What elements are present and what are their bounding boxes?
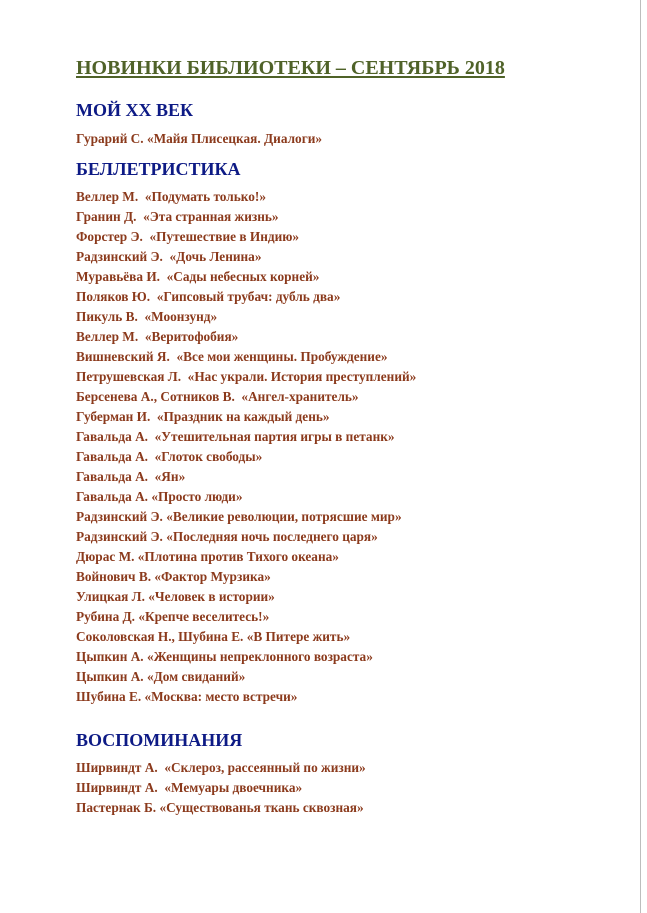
- book-entry: Радзинский Э. «Последняя ночь последнего царя»: [76, 529, 378, 544]
- book-entry: Войнович В. «Фактор Мурзика»: [76, 569, 271, 584]
- book-list: [76, 758, 636, 818]
- book-list: [76, 129, 636, 149]
- book-entry: Веллер М. «Подумать только!»: [76, 189, 266, 204]
- book-entry: Пикуль В. «Моонзунд»: [76, 309, 218, 324]
- book-entry: Губерман И. «Праздник на каждый день»: [76, 409, 330, 424]
- section-memoirs: [76, 729, 636, 818]
- book-entry: Берсенева А., Сотников В. «Ангел-хранитель»: [76, 389, 359, 404]
- section-heading: МОЙ XX ВЕК: [76, 100, 194, 120]
- book-entry: Гавальда А. «Просто люди»: [76, 489, 243, 504]
- book-entry: Рубина Д. «Крепче веселитесь!»: [76, 609, 270, 624]
- section-my-xx-century: [76, 99, 636, 149]
- book-entry: Цыпкин А. «Дом свиданий»: [76, 669, 246, 684]
- section-heading: БЕЛЛЕТРИСТИКА: [76, 159, 241, 179]
- book-entry: Цыпкин А. «Женщины непреклонного возраста»: [76, 649, 373, 664]
- document-title: НОВИНКИ БИБЛИОТЕКИ – СЕНТЯБРЬ 2018: [76, 57, 505, 79]
- book-entry: Соколовская Н., Шубина Е. «В Питере жить»: [76, 629, 351, 644]
- book-entry: Гавальда А. «Ян»: [76, 469, 186, 484]
- book-entry: Петрушевская Л. «Нас украли. История преступлений»: [76, 369, 417, 384]
- book-entry: Улицкая Л. «Человек в истории»: [76, 589, 275, 604]
- section-heading: ВОСПОМИНАНИЯ: [76, 730, 243, 750]
- book-entry: Муравьёва И. «Сады небесных корней»: [76, 269, 320, 284]
- section-fiction: [76, 158, 636, 707]
- book-entry: Поляков Ю. «Гипсовый трубач: дубль два»: [76, 289, 341, 304]
- book-entry: Пастернак Б. «Существованья ткань сквозная»: [76, 800, 364, 815]
- book-entry: Веллер М. «Веритофобия»: [76, 329, 239, 344]
- book-entry: Гавальда А. «Глоток свободы»: [76, 449, 263, 464]
- book-entry: Радзинский Э. «Великие революции, потрясшие мир»: [76, 509, 402, 524]
- book-entry: Ширвиндт А. «Склероз, рассеянный по жизни»: [76, 760, 366, 775]
- book-entry: Вишневский Я. «Все мои женщины. Пробуждение»: [76, 349, 388, 364]
- book-entry: Шубина Е. «Москва: место встречи»: [76, 689, 298, 704]
- book-entry: Ширвиндт А. «Мемуары двоечника»: [76, 780, 303, 795]
- book-entry: Гавальда А. «Утешительная партия игры в петанк»: [76, 429, 395, 444]
- page-edge-divider: [640, 0, 641, 913]
- document-page: [76, 56, 636, 818]
- book-entry: Дюрас М. «Плотина против Тихого океана»: [76, 549, 339, 564]
- book-list: [76, 187, 636, 707]
- book-entry: Форстер Э. «Путешествие в Индию»: [76, 229, 300, 244]
- book-entry: Радзинский Э. «Дочь Ленина»: [76, 249, 262, 264]
- book-entry: Гурарий С. «Майя Плисецкая. Диалоги»: [76, 131, 323, 146]
- book-entry: Гранин Д. «Эта странная жизнь»: [76, 209, 279, 224]
